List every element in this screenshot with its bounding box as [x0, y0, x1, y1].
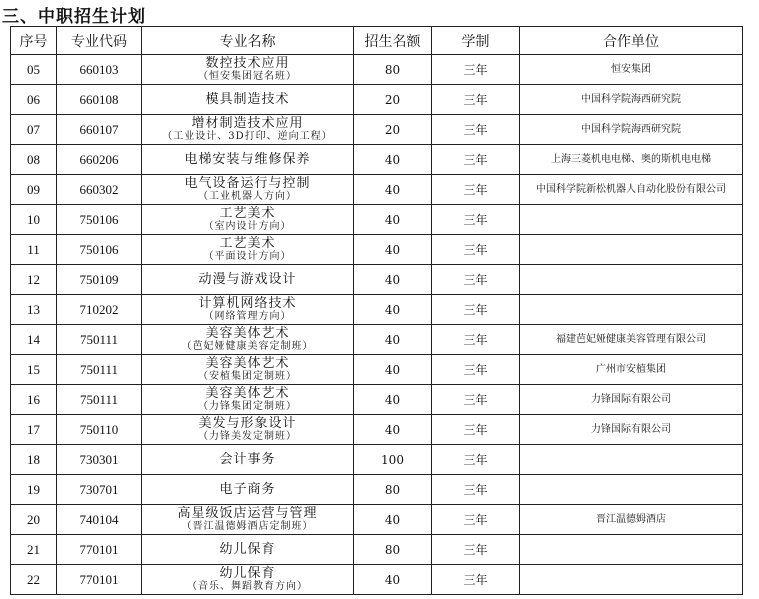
table-row [11, 115, 743, 145]
major-name: 美发与形象设计 [198, 416, 297, 431]
major-name: 动漫与游戏设计 [198, 272, 297, 287]
cell-seq: 20 [11, 505, 57, 535]
cell-years: 三年 [432, 115, 520, 145]
table-row [11, 325, 743, 355]
cell-partner [520, 235, 743, 265]
cell-partner [520, 265, 743, 295]
cell-partner [520, 295, 743, 325]
table-row [11, 475, 743, 505]
cell-code: 750106 [57, 235, 142, 265]
cell-years: 三年 [432, 145, 520, 175]
cell-quota: 20 [354, 115, 432, 145]
cell-years: 三年 [432, 565, 520, 595]
major-name: 美容美体艺术 [205, 326, 290, 341]
cell-major [142, 535, 354, 565]
cell-major [142, 55, 354, 85]
major-subtitle: （芭妃娅健康美容定制班） [181, 341, 314, 352]
cell-partner: 中国科学院海西研究院 [520, 115, 743, 145]
header-major: 专业名称 [142, 27, 354, 55]
enrollment-table [10, 26, 743, 595]
cell-major [142, 235, 354, 265]
major-subtitle: （平面设计方向） [203, 251, 292, 262]
cell-quota: 80 [354, 535, 432, 565]
major-subtitle: （晋江温德姆酒店定制班） [181, 521, 314, 532]
cell-seq: 12 [11, 265, 57, 295]
cell-quota: 40 [354, 145, 432, 175]
major-name: 幼儿保育 [219, 542, 276, 557]
major-name: 会计事务 [219, 452, 276, 467]
cell-major [142, 265, 354, 295]
cell-code: 740104 [57, 505, 142, 535]
cell-seq: 17 [11, 415, 57, 445]
cell-code: 750111 [57, 385, 142, 415]
header-code: 专业代码 [57, 27, 142, 55]
cell-quota: 100 [354, 445, 432, 475]
cell-quota: 40 [354, 505, 432, 535]
cell-seq: 19 [11, 475, 57, 505]
major-name: 电子商务 [219, 482, 276, 497]
cell-code: 660302 [57, 175, 142, 205]
cell-code: 730701 [57, 475, 142, 505]
major-subtitle: （音乐、舞蹈教育方向） [187, 581, 308, 592]
cell-quota: 40 [354, 235, 432, 265]
cell-code: 660103 [57, 55, 142, 85]
table-row [11, 535, 743, 565]
cell-years: 三年 [432, 295, 520, 325]
cell-code: 730301 [57, 445, 142, 475]
cell-major [142, 175, 354, 205]
cell-quota: 40 [354, 175, 432, 205]
major-name: 电梯安装与维修保养 [184, 152, 311, 167]
section-title: 三、中职招生计划 [2, 7, 146, 27]
cell-code: 660107 [57, 115, 142, 145]
header-partner: 合作单位 [520, 27, 743, 55]
cell-code: 750106 [57, 205, 142, 235]
cell-code: 750109 [57, 265, 142, 295]
cell-major [142, 385, 354, 415]
cell-seq: 09 [11, 175, 57, 205]
cell-years: 三年 [432, 505, 520, 535]
cell-partner: 广州市安植集团 [520, 355, 743, 385]
table-body [11, 55, 743, 595]
cell-code: 770101 [57, 535, 142, 565]
table-header-row [11, 27, 743, 55]
cell-major [142, 415, 354, 445]
cell-years: 三年 [432, 355, 520, 385]
cell-major [142, 145, 354, 175]
cell-major [142, 85, 354, 115]
cell-partner: 福建芭妃娅健康美容管理有限公司 [520, 325, 743, 355]
table-row [11, 145, 743, 175]
table-row [11, 175, 743, 205]
cell-major [142, 115, 354, 145]
table-row [11, 385, 743, 415]
cell-quota: 40 [354, 565, 432, 595]
cell-partner [520, 475, 743, 505]
cell-quota: 40 [354, 415, 432, 445]
major-name: 电气设备运行与控制 [184, 176, 311, 191]
cell-partner: 上海三菱机电电梯、奥的斯机电电梯 [520, 145, 743, 175]
major-name: 数控技术应用 [205, 56, 290, 71]
table-row [11, 205, 743, 235]
major-subtitle: （力锋美发定制班） [198, 431, 297, 442]
major-subtitle: （恒安集团冠名班） [198, 71, 297, 82]
cell-quota: 40 [354, 325, 432, 355]
cell-seq: 07 [11, 115, 57, 145]
cell-years: 三年 [432, 475, 520, 505]
cell-seq: 14 [11, 325, 57, 355]
cell-partner [520, 445, 743, 475]
table-row [11, 235, 743, 265]
cell-seq: 16 [11, 385, 57, 415]
header-years: 学制 [432, 27, 520, 55]
cell-partner [520, 535, 743, 565]
table-row [11, 445, 743, 475]
cell-major [142, 295, 354, 325]
cell-quota: 40 [354, 265, 432, 295]
cell-code: 750110 [57, 415, 142, 445]
major-name: 高星级饭店运营与管理 [177, 506, 318, 521]
cell-quota: 80 [354, 55, 432, 85]
cell-years: 三年 [432, 175, 520, 205]
table-row [11, 55, 743, 85]
cell-years: 三年 [432, 535, 520, 565]
cell-code: 660206 [57, 145, 142, 175]
cell-years: 三年 [432, 325, 520, 355]
cell-major [142, 565, 354, 595]
cell-years: 三年 [432, 55, 520, 85]
cell-seq: 13 [11, 295, 57, 325]
major-subtitle: （室内设计方向） [203, 221, 292, 232]
major-subtitle: （力锋集团定制班） [198, 401, 297, 412]
table-row [11, 355, 743, 385]
cell-partner: 晋江温德姆酒店 [520, 505, 743, 535]
cell-seq: 11 [11, 235, 57, 265]
cell-partner: 恒安集团 [520, 55, 743, 85]
cell-code: 710202 [57, 295, 142, 325]
cell-years: 三年 [432, 205, 520, 235]
cell-seq: 05 [11, 55, 57, 85]
major-name: 模具制造技术 [205, 92, 290, 107]
major-name: 计算机网络技术 [198, 296, 297, 311]
cell-major [142, 505, 354, 535]
cell-quota: 40 [354, 295, 432, 325]
major-subtitle: （网络管理方向） [203, 311, 292, 322]
major-name: 幼儿保育 [219, 566, 276, 581]
table-row [11, 565, 743, 595]
cell-quota: 20 [354, 85, 432, 115]
cell-major [142, 475, 354, 505]
cell-quota: 40 [354, 355, 432, 385]
cell-code: 750111 [57, 355, 142, 385]
table-row [11, 415, 743, 445]
major-name: 美容美体艺术 [205, 386, 290, 401]
cell-seq: 08 [11, 145, 57, 175]
major-subtitle: （工业设计、3D打印、逆向工程） [162, 131, 333, 142]
cell-partner [520, 205, 743, 235]
cell-years: 三年 [432, 385, 520, 415]
cell-partner: 中国科学院海西研究院 [520, 85, 743, 115]
cell-partner: 力锋国际有限公司 [520, 415, 743, 445]
cell-years: 三年 [432, 235, 520, 265]
major-name: 工艺美术 [219, 206, 276, 221]
cell-seq: 21 [11, 535, 57, 565]
cell-major [142, 445, 354, 475]
cell-quota: 80 [354, 475, 432, 505]
major-name: 增材制造技术应用 [191, 116, 304, 131]
cell-partner [520, 565, 743, 595]
cell-major [142, 355, 354, 385]
cell-seq: 15 [11, 355, 57, 385]
cell-major [142, 205, 354, 235]
cell-seq: 06 [11, 85, 57, 115]
cell-seq: 18 [11, 445, 57, 475]
major-name: 工艺美术 [219, 236, 276, 251]
cell-years: 三年 [432, 265, 520, 295]
cell-code: 770101 [57, 565, 142, 595]
cell-code: 660108 [57, 85, 142, 115]
major-name: 美容美体艺术 [205, 356, 290, 371]
table-row [11, 505, 743, 535]
table-row [11, 295, 743, 325]
table-row [11, 85, 743, 115]
cell-code: 750111 [57, 325, 142, 355]
header-quota: 招生名额 [354, 27, 432, 55]
cell-seq: 22 [11, 565, 57, 595]
cell-seq: 10 [11, 205, 57, 235]
cell-years: 三年 [432, 85, 520, 115]
cell-major [142, 325, 354, 355]
cell-quota: 40 [354, 205, 432, 235]
cell-quota: 40 [354, 385, 432, 415]
cell-partner: 力锋国际有限公司 [520, 385, 743, 415]
cell-years: 三年 [432, 445, 520, 475]
major-subtitle: （安植集团定制班） [198, 371, 297, 382]
cell-years: 三年 [432, 415, 520, 445]
table-row [11, 265, 743, 295]
major-subtitle: （工业机器人方向） [198, 191, 297, 202]
header-seq: 序号 [11, 27, 57, 55]
cell-partner: 中国科学院新松机器人自动化股份有限公司 [520, 175, 743, 205]
